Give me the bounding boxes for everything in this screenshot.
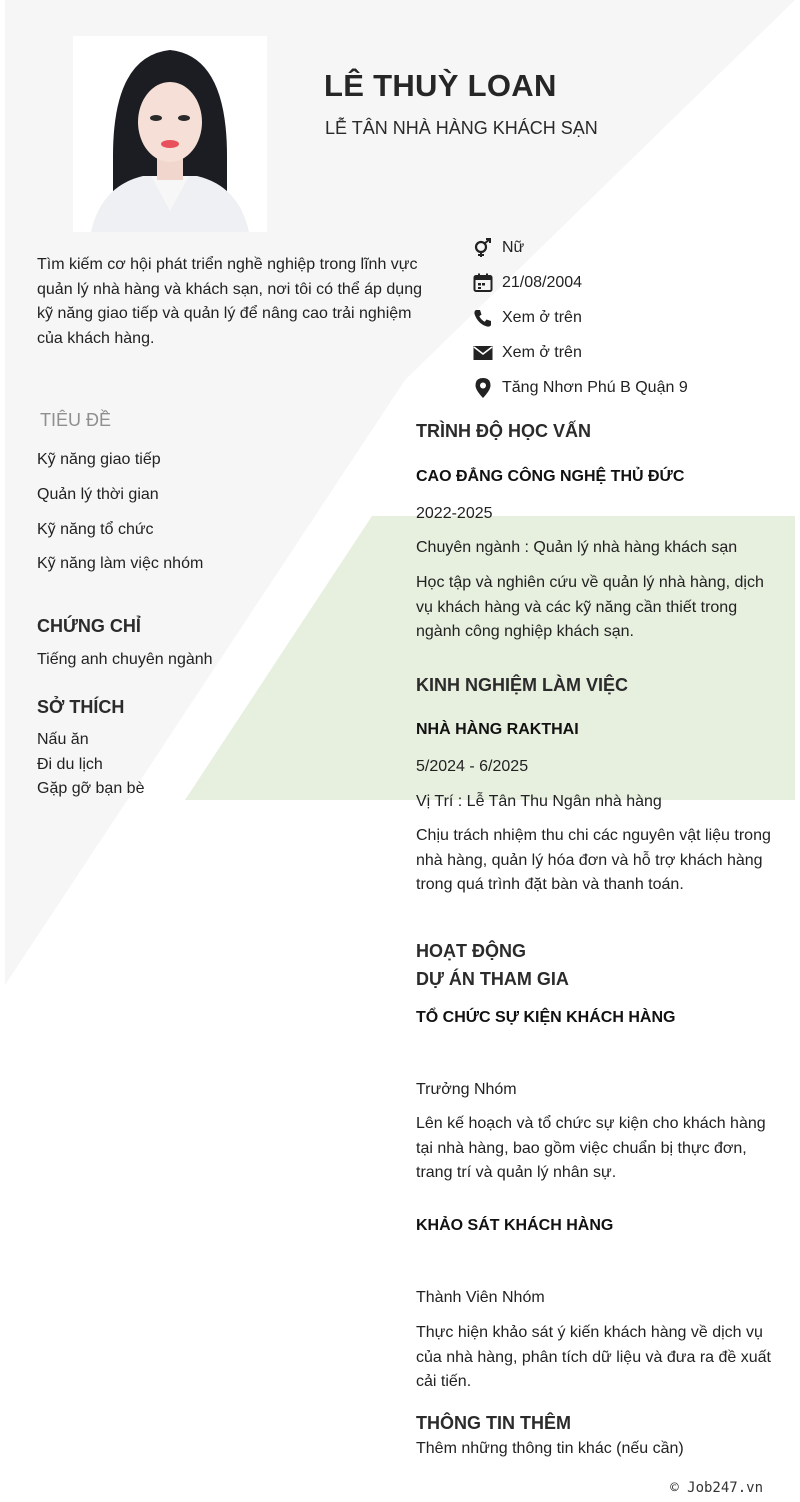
hobby-item: Nấu ăn (37, 731, 89, 748)
hobby-item: Gặp gỡ bạn bè (37, 780, 145, 797)
experience-company: NHÀ HÀNG RAKTHAI (416, 721, 579, 738)
phone-icon (472, 307, 494, 329)
profile-photo (73, 36, 267, 232)
contact-gender (472, 230, 688, 265)
gender-icon (472, 237, 494, 259)
candidate-name: LÊ THUỲ LOAN (324, 68, 557, 103)
birthday-value: 21/08/2004 (502, 273, 583, 291)
education-school: CAO ĐẲNG CÔNG NGHỆ THỦ ĐỨC (416, 468, 685, 485)
gender-value: Nữ (502, 238, 525, 256)
portrait-image (73, 36, 267, 232)
contact-info (472, 230, 688, 405)
additional-title: THÔNG TIN THÊM (416, 1413, 571, 1433)
contact-email (472, 335, 688, 370)
address-value: Tăng Nhơn Phú B Quận 9 (502, 378, 688, 396)
mail-icon (472, 342, 494, 364)
education-title: TRÌNH ĐỘ HỌC VẤN (416, 421, 591, 441)
skill-item: Kỹ năng tổ chức (37, 521, 154, 538)
project-role: Trưởng Nhóm (416, 1081, 517, 1098)
skill-item: Quản lý thời gian (37, 486, 159, 503)
location-icon (472, 377, 494, 399)
contact-phone (472, 300, 688, 335)
project-name: TỔ CHỨC SỰ KIỆN KHÁCH HÀNG (416, 1009, 676, 1026)
certificate-item: Tiếng anh chuyên ngành (37, 651, 213, 668)
contact-address (472, 370, 688, 405)
project-description: Thực hiện khảo sát ý kiến khách hàng về dịch vụ của nhà hàng, phân tích dữ liệu và đưa ra đề xuất cải tiến. (416, 1324, 771, 1390)
project-name: KHẢO SÁT KHÁCH HÀNG (416, 1217, 614, 1234)
hobby-item: Đi du lịch (37, 756, 103, 773)
experience-position: Vị Trí : Lễ Tân Thu Ngân nhà hàng (416, 793, 662, 810)
skills-title: TIÊU ĐỀ (40, 410, 112, 430)
phone-value: Xem ở trên (502, 308, 582, 326)
job-title: LỄ TÂN NHÀ HÀNG KHÁCH SẠN (325, 118, 598, 138)
experience-period: 5/2024 - 6/2025 (416, 758, 529, 775)
project-description: Lên kế hoạch và tổ chức sự kiện cho khách hàng tại nhà hàng, bao gồm việc chuẩn bị thực đơn, trang trí và quản lý nhân sự. (416, 1115, 766, 1181)
contact-birthday (472, 265, 688, 300)
certificates-title: CHỨNG CHỈ (37, 616, 141, 636)
activities-title: HOẠT ĐỘNG (416, 941, 526, 961)
education-major: Chuyên ngành : Quản lý nhà hàng khách sạn (416, 539, 738, 556)
footer-credit: © Job247.vn (670, 1480, 763, 1496)
project-role: Thành Viên Nhóm (416, 1289, 545, 1306)
education-description: Học tập và nghiên cứu về quản lý nhà hàng, dịch vụ khách hàng và các kỹ năng cần thiết trong ngành công nghiệp khách sạn. (416, 574, 764, 640)
education-period: 2022-2025 (416, 505, 493, 522)
skill-item: Kỹ năng giao tiếp (37, 451, 161, 468)
experience-description: Chịu trách nhiệm thu chi các nguyên vật liệu trong nhà hàng, quản lý hóa đơn và hỗ trợ khách hàng trong quá trình đặt bàn và thanh toán. (416, 827, 771, 893)
projects-title: DỰ ÁN THAM GIA (416, 969, 569, 989)
skill-item: Kỹ năng làm việc nhóm (37, 555, 204, 572)
experience-title: KINH NGHIỆM LÀM VIỆC (416, 675, 629, 695)
hobbies-title: SỞ THÍCH (37, 697, 125, 717)
additional-text: Thêm những thông tin khác (nếu cần) (416, 1440, 684, 1457)
email-value: Xem ở trên (502, 343, 582, 361)
career-objective: Tìm kiếm cơ hội phát triển nghề nghiệp trong lĩnh vực quản lý nhà hàng và khách sạn, nơi tôi có thể áp dụng kỹ năng giao tiếp và quản lý để nâng cao trải nghiệm của khách hàng. (37, 256, 422, 347)
calendar-icon (472, 272, 494, 294)
